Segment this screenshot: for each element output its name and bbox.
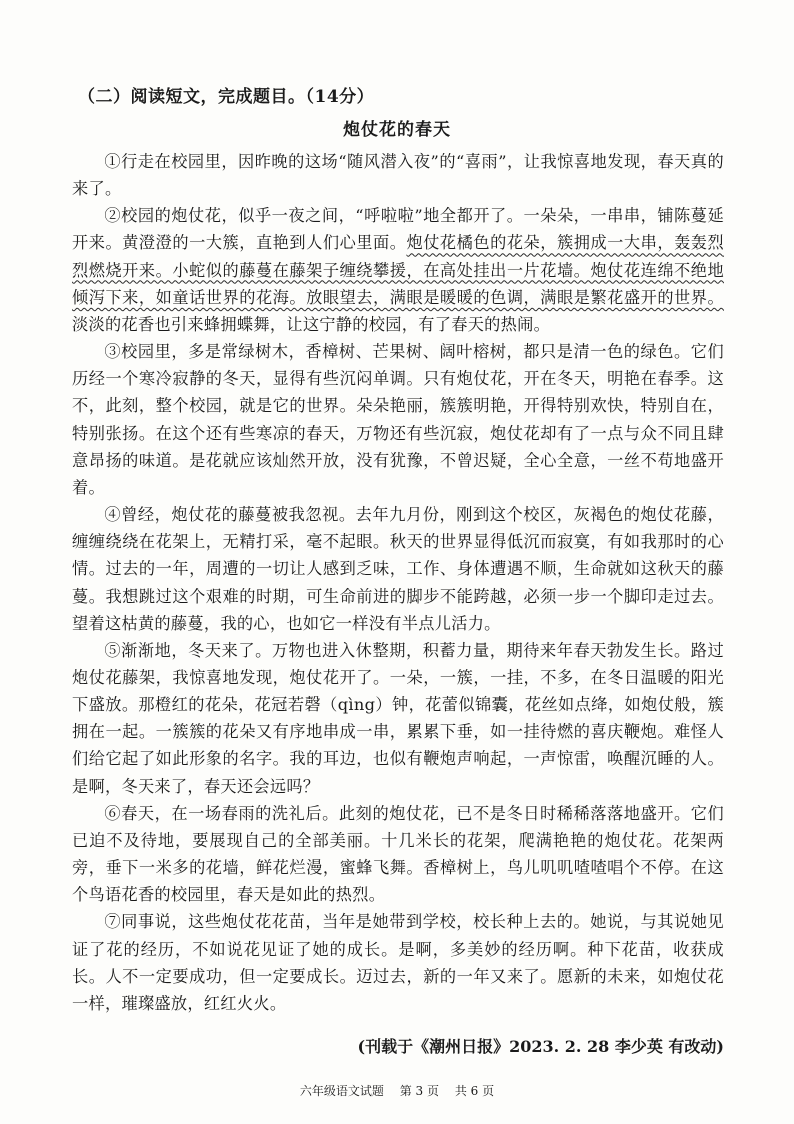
source-citation: (刊载于《潮州日报》2023. 2. 28 李少英 有改动) <box>357 1037 724 1056</box>
passage-title: 炮仗花的春天 <box>343 120 451 140</box>
paragraph-2 <box>72 202 724 338</box>
page-footer <box>0 1082 794 1099</box>
paragraph-6: ⑥春天，在一场春雨的洗礼后。此刻的炮仗花，已不是冬日时稀稀落落地盛开。它们已迫不及待地，要展现自己的全部美丽。十几米长的花架，爬满艳艳的炮仗花。花架两旁，垂下一米多的花墙，鲜花烂漫，蜜蜂飞舞。香樟树上，鸟儿叽叽喳喳唱个不停。在这个鸟语花香的校园里，春天是如此的热烈。 <box>72 803 724 905</box>
paragraph-4: ④曾经，炮仗花的藤蔓被我忽视。去年九月份，刚到这个校区，灰褐色的炮仗花藤，缠缠绕绕在花架上，无精打采，毫不起眼。秋天的世界显得低沉而寂寞，有如我那时的心情。过去的一年，周遭的一切让人感到乏味，工作、身体遭遇不顺，生命就如这秋天的藤蔓。我想跳过这个艰难的时期，可生命前进的脚步不能跨越，必须一步一个脚印走过去。望着这枯黄的藤蔓，我的心，也如它一样没有半点儿活力。 <box>72 505 724 633</box>
footer-total-pages: 共 6 页 <box>454 1084 495 1098</box>
paragraph-7: ⑦同事说，这些炮仗花花苗，当年是她带到学校，校长种上去的。她说，与其说她见证了花的经历，不如说花见证了她的成长。是啊，多美妙的经历啊。种下花苗，收获成长。人不一定要成功，但一定要成长。迈过去，新的一年又来了。愿新的未来，如炮仗花一样，璀璨盛放，红红火火。 <box>72 912 724 1013</box>
paragraph-2-lead: ②校园的炮仗花，似乎一夜之间，“呼啦啦”地全都开了。一朵朵，一串串，铺陈蔓延开来。黄澄澄的一大簇，直艳到人们心里面。 <box>72 206 724 253</box>
footer-subject: 六年级语文试题 <box>299 1084 384 1098</box>
paragraph-3: ③校园里，多是常绿树木，香樟树、芒果树、阔叶榕树，都只是清一色的绿色。它们历经一个寒冷寂静的冬天，显得有些沉闷单调。只有炮仗花，开在冬天，明艳在春季。这不，此刻，整个校园，就是它的世界。朵朵艳丽，簇簇明艳，开得特别欢快，特别自在，特别张扬。在这个还有些寒凉的春天，万物还有些沉寂，炮仗花却有了一点与众不同且肆意昂扬的味道。是花就应该灿然开放，没有犹豫，不曾迟疑，全心全意，一丝不苟地盛开着。 <box>72 342 724 497</box>
passage-body <box>72 148 724 1017</box>
paragraph-2-tail: 淡淡的花香也引来蜂拥蝶舞，让这宁静的校园，有了春天的热闹。 <box>72 314 551 334</box>
section-heading: （二）阅读短文，完成题目。（14分） <box>78 87 375 107</box>
paragraph-5: ⑤渐渐地，冬天来了。万物也进入休整期，积蓄力量，期待来年春天勃发生长。路过炮仗花藤架，我惊喜地发现，炮仗花开了。一朵，一簇，一挂，不多，在冬日温暖的阳光下盛放。那橙红的花朵，花冠若磬（qìng）钟，花蕾似锦囊，花丝如点绛，如炮仗般，簇拥在一起。一簇簇的花朵又有序地串成一串，累累下垂，如一挂待燃的喜庆鞭炮。难怪人们给它起了如此形象的名字。我的耳边，也似有鞭炮声响起，一声惊雷，唤醒沉睡的人。是啊，冬天来了，春天还会远吗？ <box>72 640 724 796</box>
wavy-underlined-sentence: 炮仗花橘色的花朵，簇拥成一大串，轰轰烈烈燃烧开来。小蛇似的藤蔓在藤架子缠绕攀援，在高处挂出一片花墙。炮仗花连绵不绝地倾泻下来，如童话世界的花海。放眼望去，满眼是暖暖的色调，满眼是繁花盛开的世界。 <box>72 233 725 307</box>
paragraph-1: ①行走在校园里，因昨晚的这场“随风潜入夜”的“喜雨”，让我惊喜地发现，春天真的来了。 <box>72 152 724 199</box>
footer-page-number: 第 3 页 <box>399 1084 439 1098</box>
